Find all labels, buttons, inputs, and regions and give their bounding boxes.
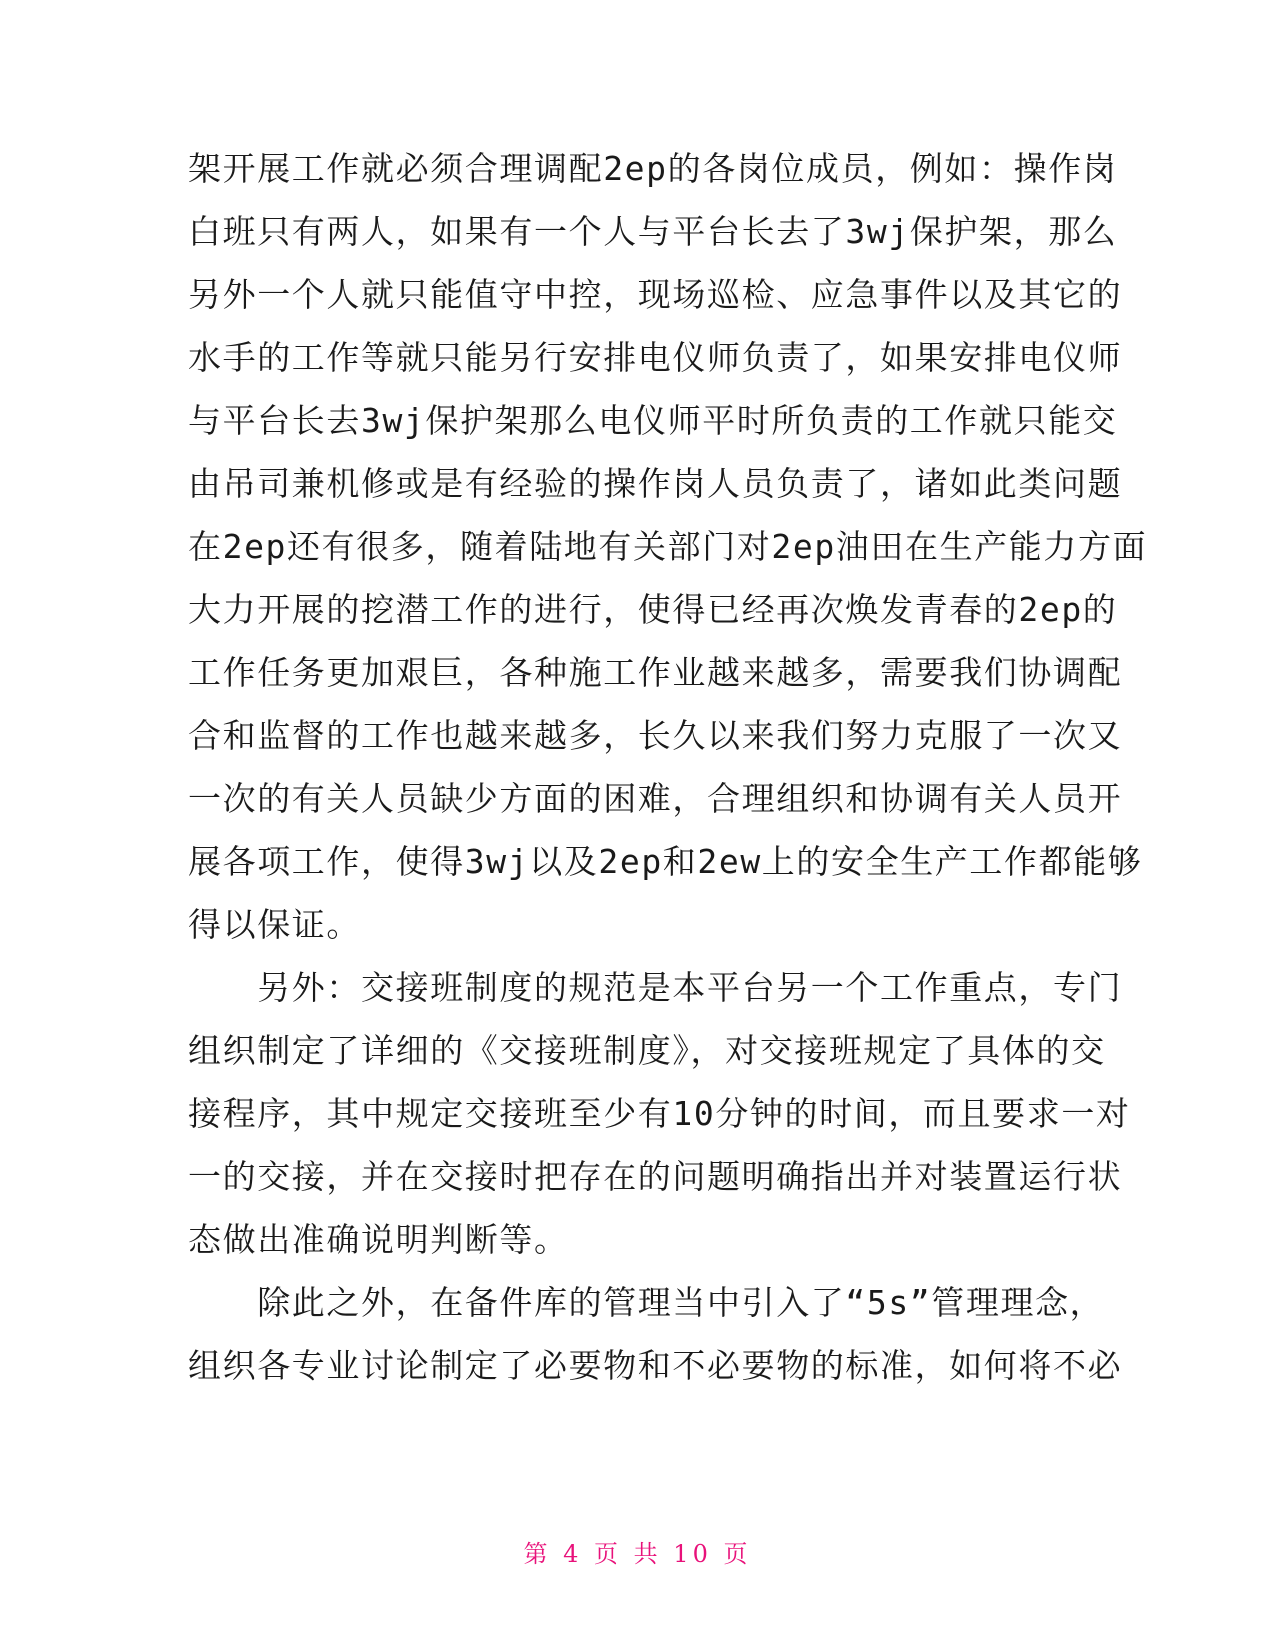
text-line: 得以保证。 <box>188 905 361 944</box>
text-line: 组织各专业讨论制定了必要物和不必要物的标准，如何将不必 <box>188 1346 1123 1385</box>
text-line: 组织制定了详细的《交接班制度》，对交接班规定了具体的交 <box>188 1031 1106 1070</box>
text-line: 一的交接，并在交接时把存在的问题明确指出并对装置运行状 <box>188 1157 1123 1196</box>
text-line: 展各项工作，使得3wj以及2ep和2ew上的安全生产工作都能够 <box>188 842 1143 881</box>
text-line: 大力开展的挖潜工作的进行，使得已经再次焕发青春的2ep的 <box>188 590 1118 629</box>
text-line: 在2ep还有很多，随着陆地有关部门对2ep油田在生产能力方面 <box>188 527 1148 566</box>
body-text <box>188 137 1148 1397</box>
text-line: 由吊司兼机修或是有经验的操作岗人员负责了，诸如此类问题 <box>188 464 1123 503</box>
text-line: 工作任务更加艰巨，各种施工作业越来越多，需要我们协调配 <box>188 653 1123 692</box>
text-line: 白班只有两人，如果有一个人与平台长去了3wj保护架，那么 <box>188 212 1118 251</box>
text-line: 架开展工作就必须合理调配2ep的各岗位成员，例如：操作岗 <box>188 149 1118 188</box>
text-line: 接程序，其中规定交接班至少有10分钟的时间，而且要求一对 <box>188 1094 1131 1133</box>
text-line: 除此之外，在备件库的管理当中引入了“5s”管理理念， <box>188 1283 1105 1322</box>
text-line: 与平台长去3wj保护架那么电仪师平时所负责的工作就只能交 <box>188 401 1118 440</box>
page-number-footer: 第 4 页 共 10 页 <box>523 1540 752 1568</box>
text-line: 合和监督的工作也越来越多，长久以来我们努力克服了一次又 <box>188 716 1123 755</box>
text-line: 态做出准确说明判断等。 <box>188 1220 569 1259</box>
text-line: 一次的有关人员缺少方面的困难，合理组织和协调有关人员开 <box>188 779 1123 818</box>
text-line: 另外一个人就只能值守中控，现场巡检、应急事件以及其它的 <box>188 275 1123 314</box>
text-line: 水手的工作等就只能另行安排电仪师负责了，如果安排电仪师 <box>188 338 1123 377</box>
text-line: 另外：交接班制度的规范是本平台另一个工作重点，专门 <box>188 968 1123 1007</box>
